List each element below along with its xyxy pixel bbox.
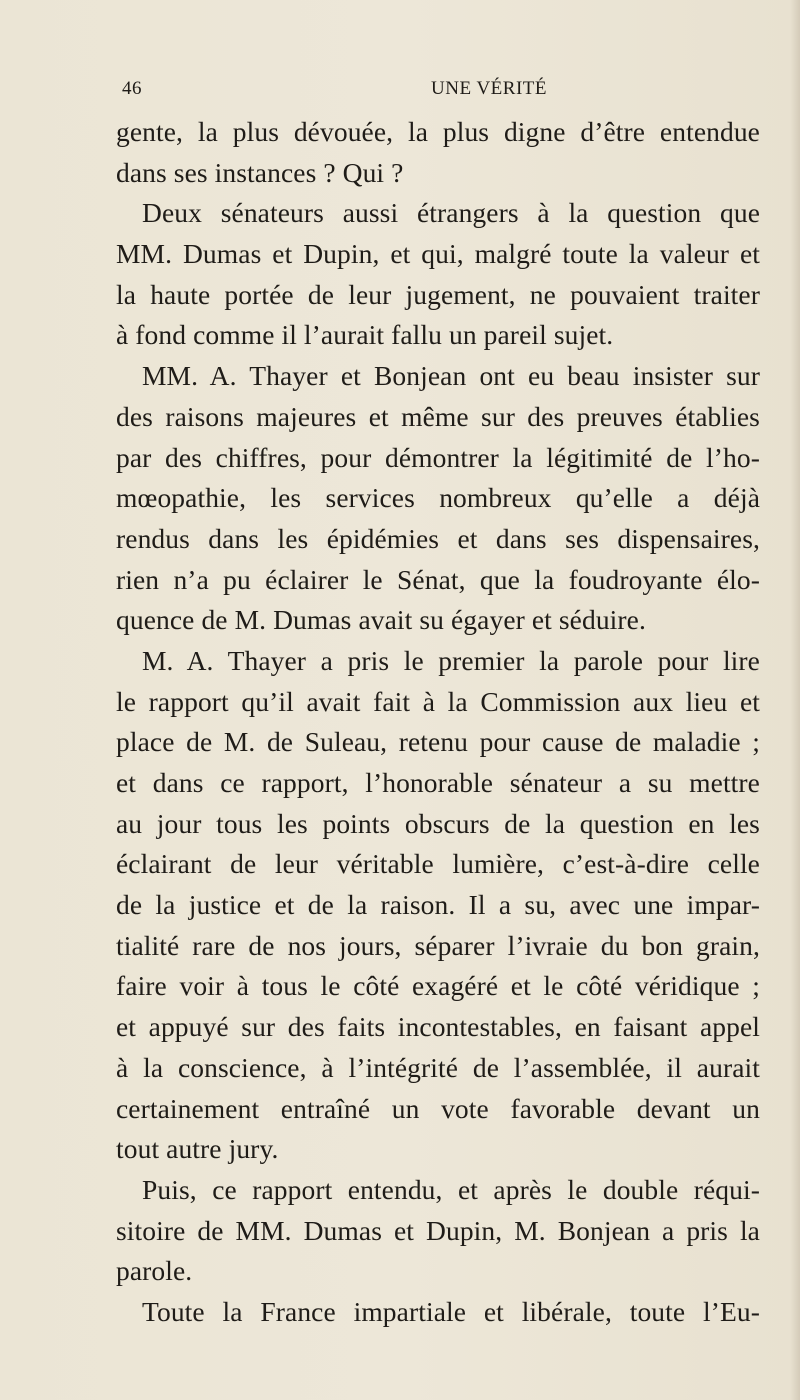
text-line: et appuyé sur des faits incontestables, en faisant appel [116, 1011, 760, 1043]
text-line: parole. [116, 1255, 193, 1287]
body-text [116, 112, 760, 1333]
text-line: place de M. de Suleau, retenu pour cause de maladie ; [116, 726, 760, 758]
text-line: gente, la plus dévouée, la plus digne d’être entendue [116, 116, 760, 147]
text-line: quence de M. Dumas avait su égayer et séduire. [116, 604, 646, 636]
text-line: de la justice et de la raison. Il a su, avec une impar- [116, 889, 760, 921]
text-line: la haute portée de leur jugement, ne pouvaient traiter [116, 278, 760, 310]
text-line: tialité rare de nos jours, séparer l’ivraie du bon grain, [116, 929, 760, 961]
text-line: et dans ce rapport, l’honorable sénateur a su mettre [116, 767, 760, 798]
text-line: rien n’a pu éclairer le Sénat, que la foudroyante élo- [116, 563, 760, 595]
text-line: dans ses instances ? Qui ? [116, 156, 404, 188]
text-line: à fond comme il l’aurait fallu un pareil sujet. [116, 319, 614, 351]
text-line: par des chiffres, pour démontrer la légitimité de l’ho- [116, 441, 760, 473]
running-title: UNE VÉRITÉ [431, 78, 547, 99]
text-line: MM. A. Thayer et Bonjean ont eu beau insister sur [142, 360, 760, 392]
text-line: mœopathie, les services nombreux qu’elle a déjà [116, 482, 760, 514]
text-line: à la conscience, à l’intégrité de l’assemblée, il aurait [116, 1051, 760, 1083]
text-line: Puis, ce rapport entendu, et après le double réqui- [142, 1173, 760, 1205]
text-line: tout autre jury. [116, 1133, 279, 1165]
page-number: 46 [122, 78, 142, 99]
running-header [118, 78, 760, 106]
text-line: rendus dans les épidémies et dans ses dispensaires, [116, 522, 760, 554]
text-line: MM. Dumas et Dupin, et qui, malgré toute la valeur et [116, 238, 760, 270]
text-line: au jour tous les points obscurs de la question en les [116, 807, 760, 839]
text-line: éclairant de leur véritable lumière, c’est-à-dire celle [116, 848, 760, 880]
text-line: Toute la France impartiale et libérale, toute l’Eu- [142, 1295, 760, 1327]
text-line: Deux sénateurs aussi étrangers à la question que [142, 197, 760, 229]
text-line: des raisons majeures et même sur des preuves établies [116, 400, 760, 432]
text-line: M. A. Thayer a pris le premier la parole pour lire [142, 644, 760, 676]
text-line: certainement entraîné un vote favorable devant un [116, 1092, 760, 1124]
page-edge-shadow [790, 0, 800, 1400]
text-line: faire voir à tous le côté exagéré et le côté véridique ; [116, 970, 760, 1002]
text-line: le rapport qu’il avait fait à la Commission aux lieu et [116, 685, 760, 717]
text-line: sitoire de MM. Dumas et Dupin, M. Bonjean a pris la [116, 1214, 760, 1246]
